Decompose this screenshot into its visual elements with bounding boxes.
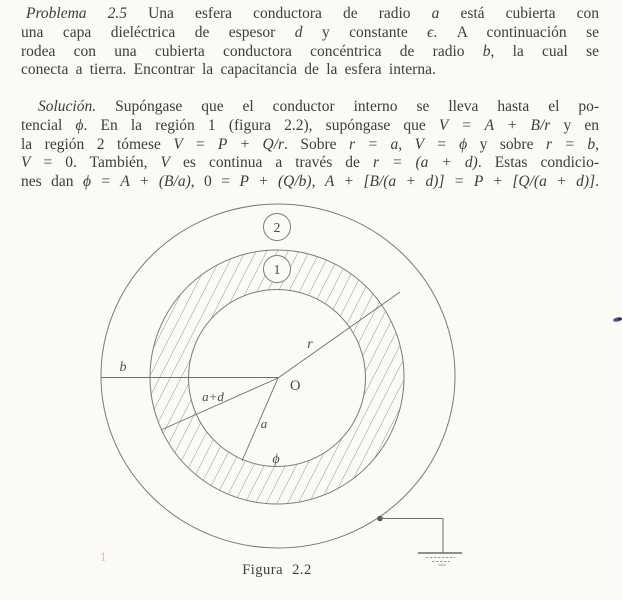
radius-a-plus-d-label: a+d: [202, 389, 224, 404]
solution-line: Solución. Supóngase que el conductor interno se lleva hasta el po-: [38, 98, 599, 115]
solution-line: nes dan ϕ = A + (B/a), 0 = P + (Q/b), A + [B/(a + d)] = P + [Q/(a + d)].: [21, 173, 599, 191]
origin-label: O: [290, 378, 301, 394]
solution-line: la región 2 tómese V = P + Q/r. Sobre r = a, V = ϕ y sobre r = b,: [21, 135, 600, 153]
problem-line: una capa dieléctrica de espesor d y constante ϵ. A continuación se: [21, 23, 599, 41]
radius-r-label: r: [307, 337, 313, 352]
ground-symbol: [377, 516, 462, 565]
problem-line: rodea con una cubierta conductora concéntrica de radio b, la cual se: [21, 42, 599, 60]
ink-mark: [613, 317, 622, 323]
figure-caption: Figura 2.2: [242, 562, 312, 578]
region-2-label: 2: [273, 220, 281, 235]
problem-line: Problema 2.5 Una esfera conductora de radio a está cubierta con: [26, 5, 600, 22]
solution-line: V = 0. También, V es continua a través de r = (a + d). Estas condicio-: [21, 154, 599, 172]
scan-artifact-mark: 1: [100, 549, 107, 564]
problem-line: conecta a tierra. Encontrar la capacitancia de la esfera interna.: [21, 61, 436, 79]
potential-phi-label: ϕ: [272, 452, 280, 467]
ground-wire: [380, 519, 443, 554]
solution-line: tencial ϕ. En la región 1 (figura 2.2), supóngase que V = A + B/r y en: [21, 116, 599, 134]
radius-b-label: b: [119, 360, 127, 375]
region-1-label: 1: [273, 262, 281, 277]
radius-a-label: a: [260, 416, 268, 431]
